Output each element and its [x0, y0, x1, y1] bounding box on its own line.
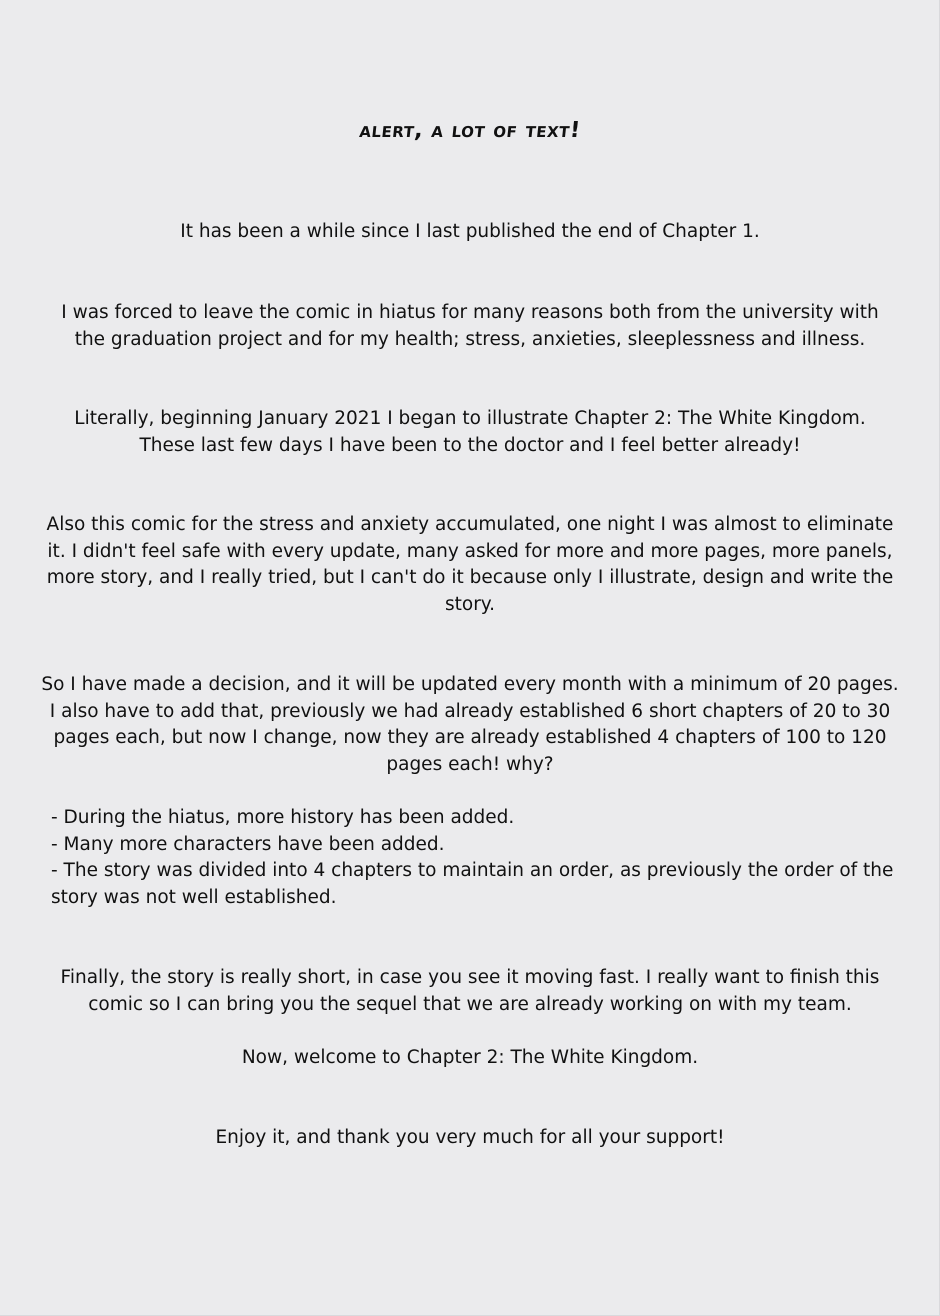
- paragraph-thanks: [40, 1125, 900, 1152]
- text-line: comic so I can bring you the sequel that we are already working on with my team.: [88, 993, 852, 1015]
- list-item: - Many more characters have been added.: [51, 833, 445, 855]
- list-item: story was not well established.: [51, 886, 337, 908]
- paragraph-stress: [40, 512, 900, 618]
- paragraph-welcome: [40, 1045, 900, 1072]
- page-title: alert, a lot of text!: [358, 118, 582, 143]
- list-item: - During the hiatus, more history has been added.: [51, 807, 515, 828]
- paragraph-intro: [40, 219, 900, 246]
- text-line: These last few days I have been to the doctor and I feel better already!: [139, 434, 801, 456]
- text-line: Also this comic for the stress and anxiety accumulated, one night I was almost to eliminate: [46, 514, 894, 535]
- list-item: - The story was divided into 4 chapters to maintain an order, as previously the order of the: [51, 860, 894, 881]
- text-line: It has been a while since I last published the end of Chapter 1.: [180, 221, 760, 242]
- paragraph-chapter-2-start: [40, 406, 900, 459]
- text-line: I was forced to leave the comic in hiatus for many reasons both from the university with: [61, 302, 879, 323]
- text-line: Enjoy it, and thank you very much for all your support!: [215, 1127, 725, 1148]
- text-line: pages each, but now I change, now they are already established 4 chapters of 100 to 120: [53, 727, 887, 748]
- text-line: Finally, the story is really short, in case you see it moving fast. I really want to finish this: [60, 967, 880, 988]
- text-line: Literally, beginning January 2021 I began to illustrate Chapter 2: The White Kingdom.: [74, 408, 866, 429]
- paragraph-hiatus: [40, 300, 900, 353]
- text-line: more story, and I really tried, but I can't do it because only I illustrate, design and write the: [46, 567, 894, 588]
- paragraph-decision: [40, 672, 900, 778]
- reasons-list: [51, 805, 901, 911]
- paragraph-finally: [40, 965, 900, 1018]
- text-line: story.: [444, 593, 495, 615]
- text-line: pages each! why?: [386, 753, 554, 775]
- text-line: Now, welcome to Chapter 2: The White Kingdom.: [241, 1047, 699, 1068]
- text-line: the graduation project and for my health; stress, anxieties, sleeplessness and illness.: [74, 328, 866, 350]
- text-line: So I have made a decision, and it will be updated every month with a minimum of 20 pages.: [41, 674, 899, 695]
- text-line: I also have to add that, previously we had already established 6 short chapters of 20 to 30: [49, 700, 891, 722]
- text-line: it. I didn't feel safe with every update, many asked for more and more pages, more panels,: [47, 540, 893, 562]
